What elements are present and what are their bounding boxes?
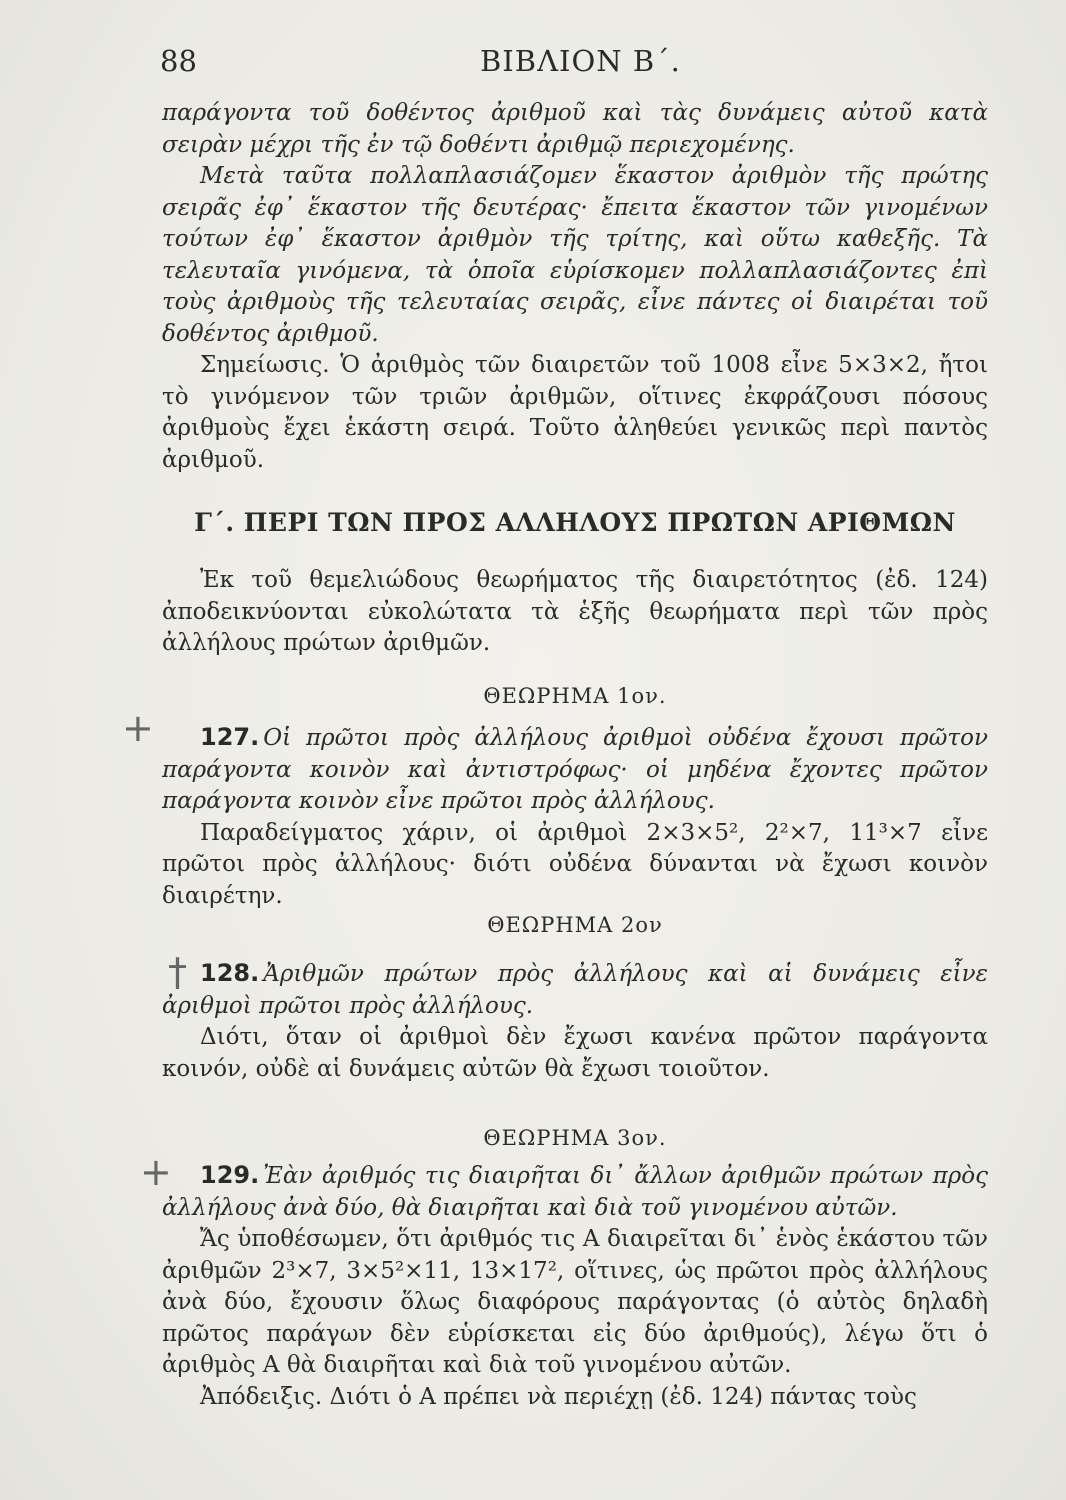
theorem-3-number: 129. (200, 1161, 260, 1189)
margin-cross-1: + (122, 706, 154, 750)
theorem-3-text: Ἐὰν ἀριθμός τις διαιρῆται δι᾽ ἄλλων ἀριθμῶν πρώτων πρὸς ἀλλήλους ἀνὰ δύο, θὰ διαιρῆται καὶ διὰ τοῦ γινομένου αὐτῶν. (162, 1163, 988, 1221)
section-intro-block (162, 565, 988, 660)
theorem-2-text: Ἀριθμῶν πρώτων πρὸς ἀλλήλους καὶ αἱ δυνάμεις εἶνε ἀριθμοὶ πρῶτοι πρὸς ἀλλήλους. (162, 961, 988, 1019)
theorem-1-number: 127. (200, 723, 260, 751)
theorem-1-text: Οἱ πρῶτοι πρὸς ἀλλήλους ἀριθμοὶ οὐδένα ἔχουσι πρῶτον παράγοντα κοινὸν καὶ ἀντιστρόφως· οἱ μηδένα ἔχοντες πρῶτον παράγοντα κοινὸν εἶνε πρῶτοι πρὸς ἀλλήλους. (162, 725, 988, 814)
theorem-1-block (162, 722, 988, 912)
intro-paragraph: Μετὰ ταῦτα πολλαπλασιάζομεν ἕκαστον ἀριθμὸν τῆς πρώτης σειρᾶς ἐφ᾽ ἕκαστον τῆς δευτέρας· ἔπειτα ἕκαστον τῶν γινομένων τούτων ἐφ᾽ ἕκαστον ἀριθμὸν τῆς τρίτης, καὶ οὕτω καθεξῆς. Τὰ τελευταῖα γινόμενα, τὰ ὁποῖα εὑρίσκομεν πολλαπλασιάζοντες ἐπὶ τοὺς ἀριθμοὺς τῆς τελευταίας σειρᾶς, εἶνε πάντες οἱ διαιρέται τοῦ δοθέντος ἀριθμοῦ. (162, 163, 988, 347)
page-header (160, 44, 990, 84)
theorem-1-label: ΘΕΩΡΗΜΑ 1ον. (483, 684, 667, 708)
theorem-1-body: Παραδείγματος χάριν, οἱ ἀριθμοὶ 2×3×5², 2²×7, 11³×7 εἶνε πρῶτοι πρὸς ἀλλήλους· διότι οὐδένα δύνανται νὰ ἔχωσι κοινὸν διαιρέτην. (162, 819, 988, 909)
intro-block (162, 98, 988, 476)
theorem-1-statement (162, 722, 988, 818)
theorem-2-label: ΘΕΩΡΗΜΑ 2ον (487, 913, 663, 937)
margin-dagger: † (168, 950, 187, 994)
theorem-3-body: Ἄς ὑποθέσωμεν, ὅτι ἀριθμός τις Α διαιρεῖται δι᾽ ἑνὸς ἑκάστου τῶν ἀριθμῶν 2³×7, 3×5²×11, 13×17², οἵτινες, ὡς πρῶτοι πρὸς ἀλλήλους ἀνὰ δύο, ἔχουσιν ὅλως διαφόρους παράγοντας (ὁ αὐτὸς δηλαδὴ πρῶτος παράγων δὲν εὑρίσκεται εἰς δύο ἀριθμούς), λέγω ὅτι ὁ ἀριθμὸς Α θὰ διαιρῆται καὶ διὰ τοῦ γινομένου αὐτῶν. (162, 1226, 988, 1378)
intro-line: παράγοντα τοῦ δοθέντος ἀριθμοῦ καὶ τὰς δυνάμεις αὐτοῦ κατὰ σειρὰν μέχρι τῆς ἐν τῷ δοθέντι ἀριθμῷ περιεχομένης. (162, 100, 988, 158)
note-paragraph: Σημείωσις. Ὁ ἀριθμὸς τῶν διαιρετῶν τοῦ 1008 εἶνε 5×3×2, ἤτοι τὸ γινόμενον τῶν τριῶν ἀριθμῶν, οἵτινες ἐκφράζουσι πόσους ἀριθμοὺς ἔχει ἑκάστη σειρά. Τοῦτο ἀληθεύει γενικῶς περὶ παντὸς ἀριθμοῦ. (162, 352, 988, 473)
margin-cross-2: + (140, 1150, 172, 1194)
page-number: 88 (160, 44, 197, 78)
theorem-2-statement (162, 958, 988, 1022)
theorem-2-body: Διότι, ὅταν οἱ ἀριθμοὶ δὲν ἔχωσι κανένα πρῶτον παράγοντα κοινόν, οὐδὲ αἱ δυνάμεις αὐτῶν θὰ ἔχωσι τοιοῦτον. (162, 1024, 988, 1082)
theorem-2-block (162, 958, 988, 1085)
proof-line: Ἀπόδειξις. Διότι ὁ Α πρέπει νὰ περιέχῃ (ἐδ. 124) πάντας τοὺς (200, 1383, 917, 1410)
theorem-3-block (162, 1160, 988, 1413)
theorem-3-statement (162, 1160, 988, 1224)
running-title: ΒΙΒΛΙΟΝ Β΄. (480, 44, 681, 78)
theorem-2-number: 128. (200, 959, 260, 987)
section-intro: Ἐκ τοῦ θεμελιώδους θεωρήματος τῆς διαιρετότητος (ἐδ. 124) ἀποδεικνύονται εὐκολώτατα τὰ ἑξῆς θεωρήματα περὶ τῶν πρὸς ἀλλήλους πρώτων ἀριθμῶν. (162, 567, 988, 656)
section-heading: Γ΄. ΠΕΡΙ ΤΩΝ ΠΡΟΣ ΑΛΛΗΛΟΥΣ ΠΡΩΤΩΝ ΑΡΙΘΜΩΝ (194, 508, 956, 537)
theorem-3-label: ΘΕΩΡΗΜΑ 3ον. (483, 1126, 667, 1150)
